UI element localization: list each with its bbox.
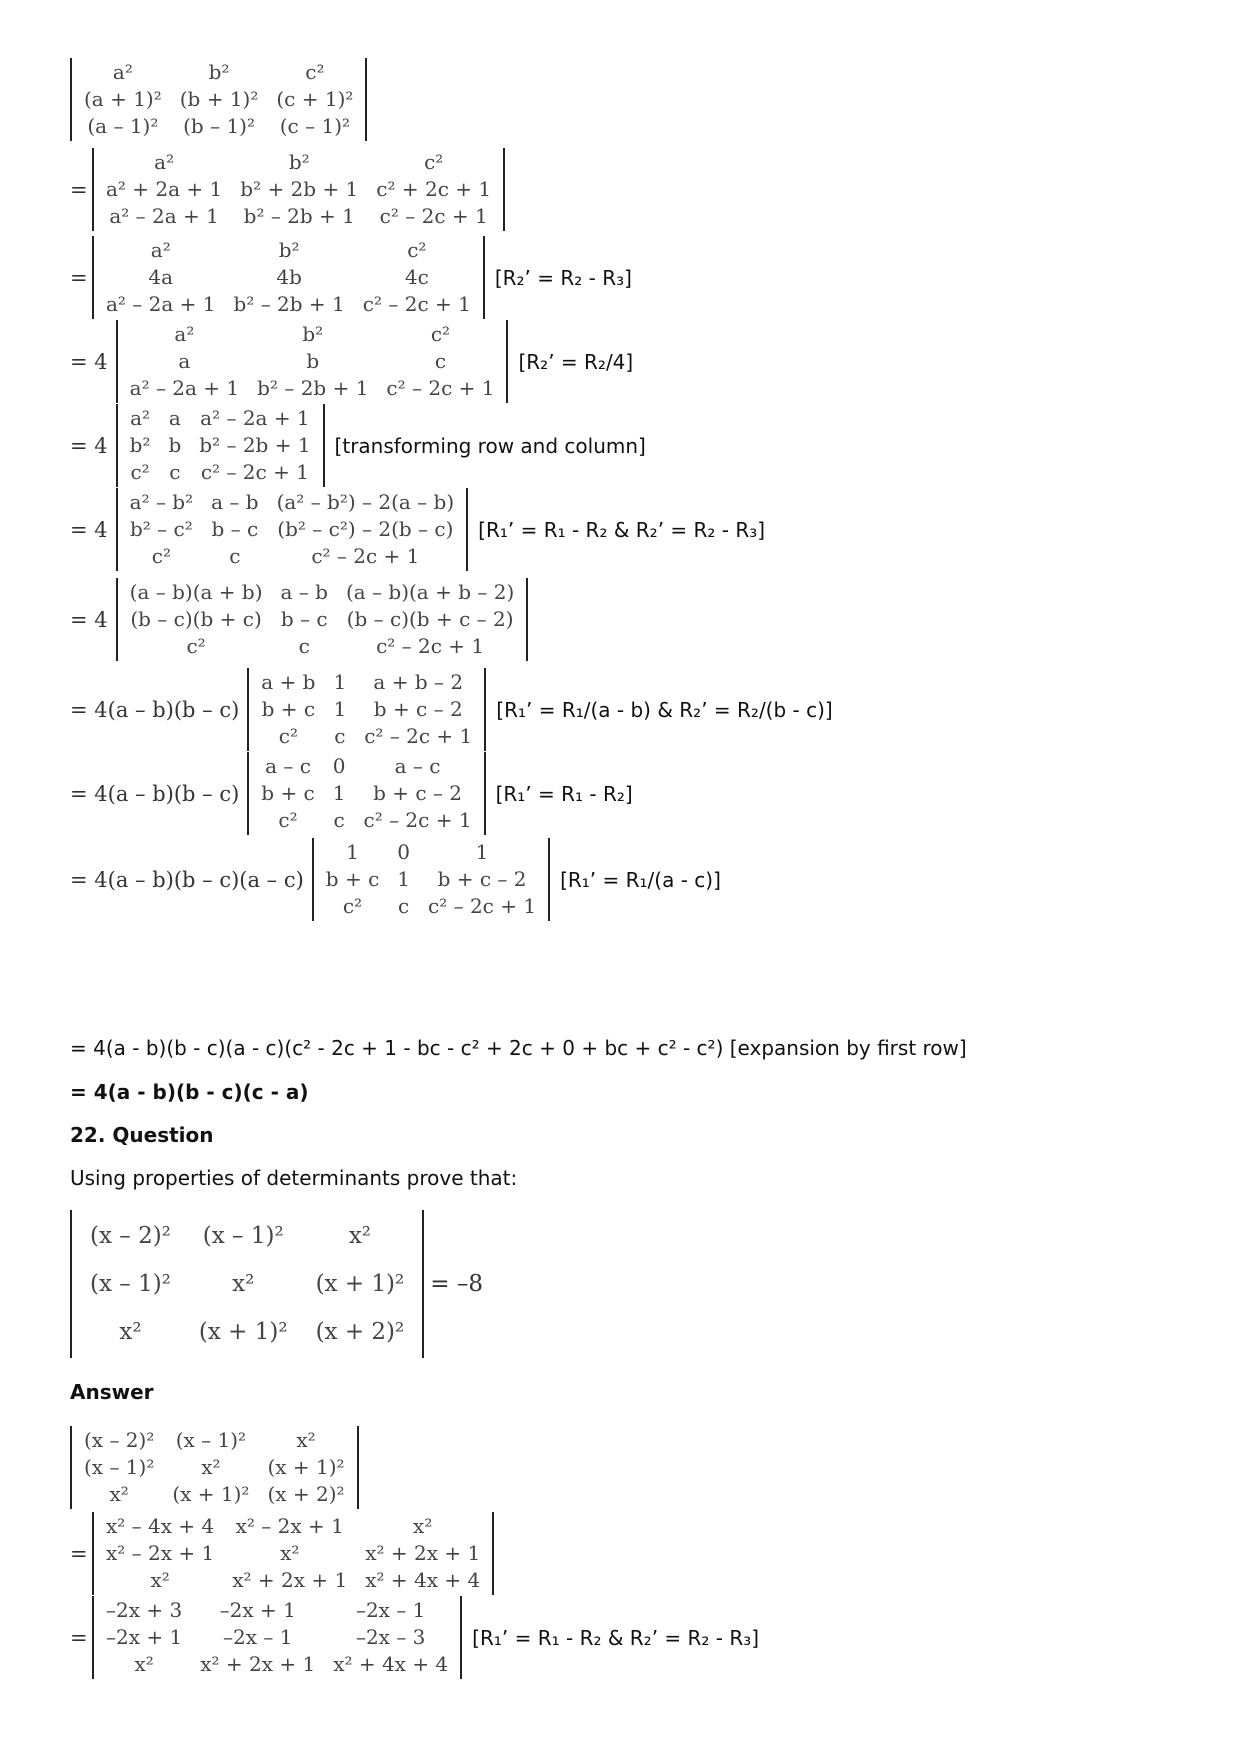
matrix-row <box>121 348 504 375</box>
matrix-cell: b <box>306 349 320 373</box>
matrix-cell: (x – 1)² <box>175 1428 247 1452</box>
matrix-cell: b² – 2b + 1 <box>233 292 345 316</box>
matrix-cell: b² <box>302 322 324 346</box>
matrix-row <box>76 1260 418 1308</box>
matrix-cell: c² – 2c + 1 <box>364 724 473 748</box>
matrix-cell: b <box>168 433 182 457</box>
matrix-row <box>252 696 481 723</box>
determinant-matrix <box>70 1426 359 1509</box>
matrix-cell: (b – c)(b + c – 2) <box>346 607 514 631</box>
matrix-cell: a + b – 2 <box>373 670 464 694</box>
matrix-row <box>97 1597 457 1624</box>
matrix-cell: c <box>298 634 310 658</box>
matrix-cell: (x – 1)² <box>90 1271 171 1297</box>
matrix-cell: x² <box>109 1482 129 1506</box>
matrix-cell: a – b <box>211 490 259 514</box>
matrix-cell: c² + 2c + 1 <box>376 177 492 201</box>
equation-prefix: = 4(a – b)(b – c) <box>70 781 240 806</box>
question-text: Using properties of determinants prove that: <box>70 1166 518 1190</box>
matrix-cell: –2x – 1 <box>355 1598 426 1622</box>
matrix-cell: (b + 1)² <box>179 87 259 111</box>
matrix-cell: c² – 2c + 1 <box>379 204 488 228</box>
matrix-cell: a² – 2a + 1 <box>129 376 240 400</box>
matrix-cell: x² + 2x + 1 <box>232 1568 348 1592</box>
matrix-cell: b² – 2b + 1 <box>257 376 369 400</box>
determinant-matrix <box>312 838 550 921</box>
matrix-cell: x² <box>134 1652 154 1676</box>
equation-prefix: = 4 <box>70 607 108 632</box>
matrix-cell: a – c <box>265 754 311 778</box>
matrix-cell: b + c <box>261 781 315 805</box>
matrix-table <box>121 579 524 660</box>
matrix-row <box>121 375 504 402</box>
matrix-cell: c <box>169 460 181 484</box>
matrix-cell: a² – 2a + 1 <box>109 204 219 228</box>
matrix-row <box>252 807 480 834</box>
equation-prefix: = <box>70 265 88 290</box>
equation-step <box>70 578 528 661</box>
matrix-table <box>252 669 481 750</box>
matrix-table <box>317 839 545 920</box>
matrix-cell: (c + 1)² <box>276 87 354 111</box>
matrix-table <box>75 59 362 140</box>
matrix-cell: (x + 1)² <box>198 1319 288 1345</box>
matrix-cell: x² + 4x + 4 <box>333 1652 449 1676</box>
matrix-cell: 1 <box>332 781 346 805</box>
matrix-cell: (x + 2)² <box>267 1482 345 1506</box>
matrix-cell: (x + 1)² <box>172 1482 250 1506</box>
equation-prefix: = 4 <box>70 433 108 458</box>
matrix-row <box>317 866 545 893</box>
matrix-row <box>75 113 362 140</box>
matrix-cell: –2x – 1 <box>222 1625 293 1649</box>
matrix-cell: 4b <box>276 265 302 289</box>
matrix-cell: c² – 2c + 1 <box>428 894 537 918</box>
equation-prefix: = <box>70 177 88 202</box>
expansion-line: = 4(a - b)(b - c)(a - c)(c² - 2c + 1 - bc - c² + 2c + 0 + bc + c² - c²) [expansion by first row] <box>70 1036 967 1060</box>
matrix-cell: b + c <box>261 697 316 721</box>
matrix-cell: a² <box>154 150 175 174</box>
matrix-cell: c² – 2c + 1 <box>386 376 495 400</box>
matrix-row <box>76 1212 418 1260</box>
question-result: = –8 <box>430 1271 483 1297</box>
matrix-cell: (b – c)(b + c) <box>130 607 262 631</box>
matrix-cell: x² + 2x + 1 <box>365 1541 481 1565</box>
equation-step <box>70 752 633 835</box>
matrix-table <box>97 1597 457 1678</box>
matrix-cell: a <box>168 406 181 430</box>
matrix-cell: c² – 2c + 1 <box>376 634 485 658</box>
determinant-matrix <box>116 488 469 571</box>
matrix-cell: (a² – b²) – 2(a – b) <box>276 490 455 514</box>
matrix-cell: b² – 2b + 1 <box>199 433 311 457</box>
matrix-cell: 0 <box>397 840 411 864</box>
matrix-row <box>121 606 524 633</box>
matrix-row <box>97 203 500 230</box>
matrix-cell: c² <box>430 322 451 346</box>
determinant-matrix <box>247 752 485 835</box>
equation-step <box>70 404 646 487</box>
matrix-cell: (x + 2)² <box>315 1319 405 1345</box>
matrix-cell: 1 <box>333 697 347 721</box>
matrix-cell: b² <box>129 433 151 457</box>
equation-prefix: = 4(a – b)(b – c)(a – c) <box>70 867 304 892</box>
matrix-cell: x² + 2x + 1 <box>200 1652 316 1676</box>
question-determinant <box>70 1210 491 1358</box>
matrix-cell: (x – 2)² <box>84 1428 155 1452</box>
equation-step <box>70 838 721 921</box>
matrix-row <box>97 237 480 264</box>
matrix-row <box>75 1427 354 1454</box>
matrix-cell: (x – 2)² <box>90 1223 171 1249</box>
matrix-cell: –2x + 1 <box>219 1598 296 1622</box>
matrix-cell: x² – 2x + 1 <box>106 1541 215 1565</box>
matrix-cell: b + c <box>325 867 380 891</box>
matrix-cell: c² – 2c + 1 <box>200 460 309 484</box>
matrix-table <box>76 1212 418 1356</box>
matrix-cell: (x – 1)² <box>202 1223 284 1249</box>
matrix-cell: c² <box>151 544 171 568</box>
step-note: [transforming row and column] <box>334 433 646 458</box>
matrix-table <box>97 1513 489 1594</box>
matrix-cell: (a – b)(a + b – 2) <box>345 580 515 604</box>
matrix-cell: c² <box>342 894 363 918</box>
matrix-cell: a² <box>112 60 133 84</box>
matrix-row <box>97 1513 489 1540</box>
matrix-row <box>252 753 480 780</box>
matrix-row <box>121 489 464 516</box>
matrix-table <box>97 149 500 230</box>
matrix-cell: –2x + 3 <box>106 1598 183 1622</box>
matrix-cell: a² <box>174 322 195 346</box>
matrix-cell: 1 <box>475 840 489 864</box>
matrix-row <box>97 149 500 176</box>
equation-step <box>70 236 632 319</box>
matrix-row <box>121 516 464 543</box>
matrix-cell: c² <box>130 460 150 484</box>
matrix-cell: x² <box>201 1455 221 1479</box>
matrix-cell: x² – 4x + 4 <box>106 1514 215 1538</box>
matrix-row <box>317 893 545 920</box>
matrix-cell: c <box>434 349 447 373</box>
matrix-cell: x² – 2x + 1 <box>235 1514 344 1538</box>
matrix-cell: (x + 1)² <box>315 1271 405 1297</box>
matrix-row <box>121 432 320 459</box>
equation-step <box>70 1426 359 1509</box>
matrix-cell: 4a <box>148 265 174 289</box>
matrix-cell: a² – 2a + 1 <box>200 406 310 430</box>
matrix-row <box>97 264 480 291</box>
equation-prefix: = <box>70 1625 88 1650</box>
matrix-cell: b² <box>208 60 230 84</box>
matrix-cell: x² <box>150 1568 170 1592</box>
equation-step <box>70 668 833 751</box>
matrix-cell: c² – 2c + 1 <box>311 544 420 568</box>
matrix-cell: –2x – 3 <box>355 1625 426 1649</box>
matrix-cell: b² + 2b + 1 <box>240 177 359 201</box>
matrix-cell: –2x + 1 <box>106 1625 183 1649</box>
matrix-cell: a² <box>130 406 151 430</box>
determinant-matrix <box>116 578 529 661</box>
matrix-row <box>97 1540 489 1567</box>
matrix-row <box>252 669 481 696</box>
determinant-matrix <box>92 1512 494 1595</box>
determinant-matrix <box>116 320 509 403</box>
equation-step <box>70 488 765 571</box>
matrix-row <box>75 1481 354 1508</box>
matrix-row <box>252 723 481 750</box>
matrix-cell: b – c <box>211 517 259 541</box>
equation-prefix: = <box>70 1541 88 1566</box>
matrix-table <box>121 321 504 402</box>
matrix-cell: c² <box>186 634 206 658</box>
matrix-row <box>121 579 524 606</box>
step-note: [R₁’ = R₁ - R₂ & R₂’ = R₂ - R₃] <box>472 1625 760 1650</box>
equation-prefix: = 4 <box>70 517 108 542</box>
equation-step <box>70 1596 759 1679</box>
matrix-cell: b² – 2b + 1 <box>243 204 355 228</box>
matrix-row <box>75 86 362 113</box>
matrix-cell: x² <box>119 1319 142 1345</box>
equation-step <box>70 320 633 403</box>
step-note: [R₁’ = R₁/(a - c)] <box>560 867 721 892</box>
matrix-row <box>121 459 320 486</box>
matrix-cell: c² <box>305 60 325 84</box>
matrix-cell: (c – 1)² <box>279 114 351 138</box>
matrix-row <box>121 405 320 432</box>
matrix-row <box>75 1454 354 1481</box>
matrix-cell: b² <box>278 238 300 262</box>
matrix-cell: (b² – c²) – 2(b – c) <box>277 517 454 541</box>
matrix-row <box>121 321 504 348</box>
matrix-row <box>252 780 480 807</box>
matrix-cell: (x + 1)² <box>267 1455 345 1479</box>
determinant-matrix <box>247 668 486 751</box>
matrix-cell: a <box>178 349 191 373</box>
matrix-cell: c <box>333 808 345 832</box>
matrix-cell: c² – 2c + 1 <box>363 808 472 832</box>
matrix-cell: c <box>334 724 346 748</box>
matrix-cell: x² <box>348 1223 372 1249</box>
matrix-cell: a – b <box>280 580 328 604</box>
matrix-cell: c² <box>424 150 444 174</box>
matrix-cell: (a – 1)² <box>87 114 159 138</box>
matrix-cell: (a – b)(a + b) <box>129 580 263 604</box>
equation-step <box>70 1512 494 1595</box>
matrix-row <box>121 543 464 570</box>
determinant-matrix <box>92 1596 462 1679</box>
matrix-table <box>252 753 480 834</box>
answer-heading: Answer <box>70 1380 154 1404</box>
matrix-cell: (b – 1)² <box>183 114 255 138</box>
matrix-row <box>121 633 524 660</box>
determinant-matrix <box>92 236 485 319</box>
matrix-table <box>75 1427 354 1508</box>
determinant-matrix <box>92 148 505 231</box>
matrix-cell: 1 <box>346 840 359 864</box>
step-note: [R₁’ = R₁ - R₂] <box>495 781 633 806</box>
result-line: = 4(a - b)(b - c)(c - a) <box>70 1080 309 1104</box>
matrix-row <box>97 1651 457 1678</box>
matrix-row <box>97 176 500 203</box>
matrix-cell: b + c – 2 <box>437 867 527 891</box>
matrix-cell: 1 <box>397 867 411 891</box>
determinant-matrix <box>70 58 367 141</box>
step-note: [R₂’ = R₂ - R₃] <box>494 265 632 290</box>
step-note: [R₂’ = R₂/4] <box>518 349 634 374</box>
matrix-table <box>121 405 320 486</box>
matrix-cell: x² + 4x + 4 <box>365 1568 481 1592</box>
equation-step <box>70 148 505 231</box>
matrix-cell: c² – 2c + 1 <box>362 292 471 316</box>
matrix-cell: a² <box>150 238 171 262</box>
matrix-cell: (a + 1)² <box>84 87 162 111</box>
matrix-cell: c² <box>278 724 298 748</box>
determinant-matrix <box>116 404 325 487</box>
matrix-table <box>121 489 464 570</box>
matrix-cell: x² <box>232 1271 255 1297</box>
matrix-cell: x² <box>296 1428 316 1452</box>
matrix-cell: c² <box>407 238 427 262</box>
matrix-cell: a + b <box>261 670 316 694</box>
matrix-cell: b² <box>288 150 310 174</box>
matrix-row <box>97 291 480 318</box>
matrix-cell: a² – 2a + 1 <box>106 292 216 316</box>
matrix-row <box>317 839 545 866</box>
equation-prefix: = 4(a – b)(b – c) <box>70 697 240 722</box>
matrix-cell: 0 <box>332 754 346 778</box>
matrix-cell: 4c <box>404 265 429 289</box>
matrix-cell: a² + 2a + 1 <box>106 177 223 201</box>
matrix-cell: c <box>398 894 410 918</box>
matrix-cell: c <box>229 544 241 568</box>
matrix-cell: b + c – 2 <box>373 697 463 721</box>
matrix-row <box>97 1624 457 1651</box>
equation-step <box>70 58 367 141</box>
determinant-matrix <box>70 1210 424 1358</box>
matrix-cell: b – c <box>280 607 328 631</box>
step-note: [R₁’ = R₁/(a - b) & R₂’ = R₂/(b - c)] <box>496 697 833 722</box>
matrix-cell: c² <box>278 808 298 832</box>
matrix-cell: a – c <box>394 754 441 778</box>
question-heading: 22. Question <box>70 1123 214 1147</box>
matrix-cell: (x – 1)² <box>84 1455 155 1479</box>
matrix-cell: a² – b² <box>129 490 194 514</box>
matrix-row <box>76 1308 418 1356</box>
matrix-cell: b² – c² <box>130 517 193 541</box>
equation-prefix: = 4 <box>70 349 108 374</box>
matrix-table <box>97 237 480 318</box>
matrix-cell: b + c – 2 <box>373 781 462 805</box>
matrix-row <box>75 59 362 86</box>
matrix-cell: x² <box>280 1541 300 1565</box>
step-note: [R₁’ = R₁ - R₂ & R₂’ = R₂ - R₃] <box>478 517 766 542</box>
matrix-cell: x² <box>413 1514 433 1538</box>
matrix-cell: 1 <box>333 670 347 694</box>
matrix-row <box>97 1567 489 1594</box>
